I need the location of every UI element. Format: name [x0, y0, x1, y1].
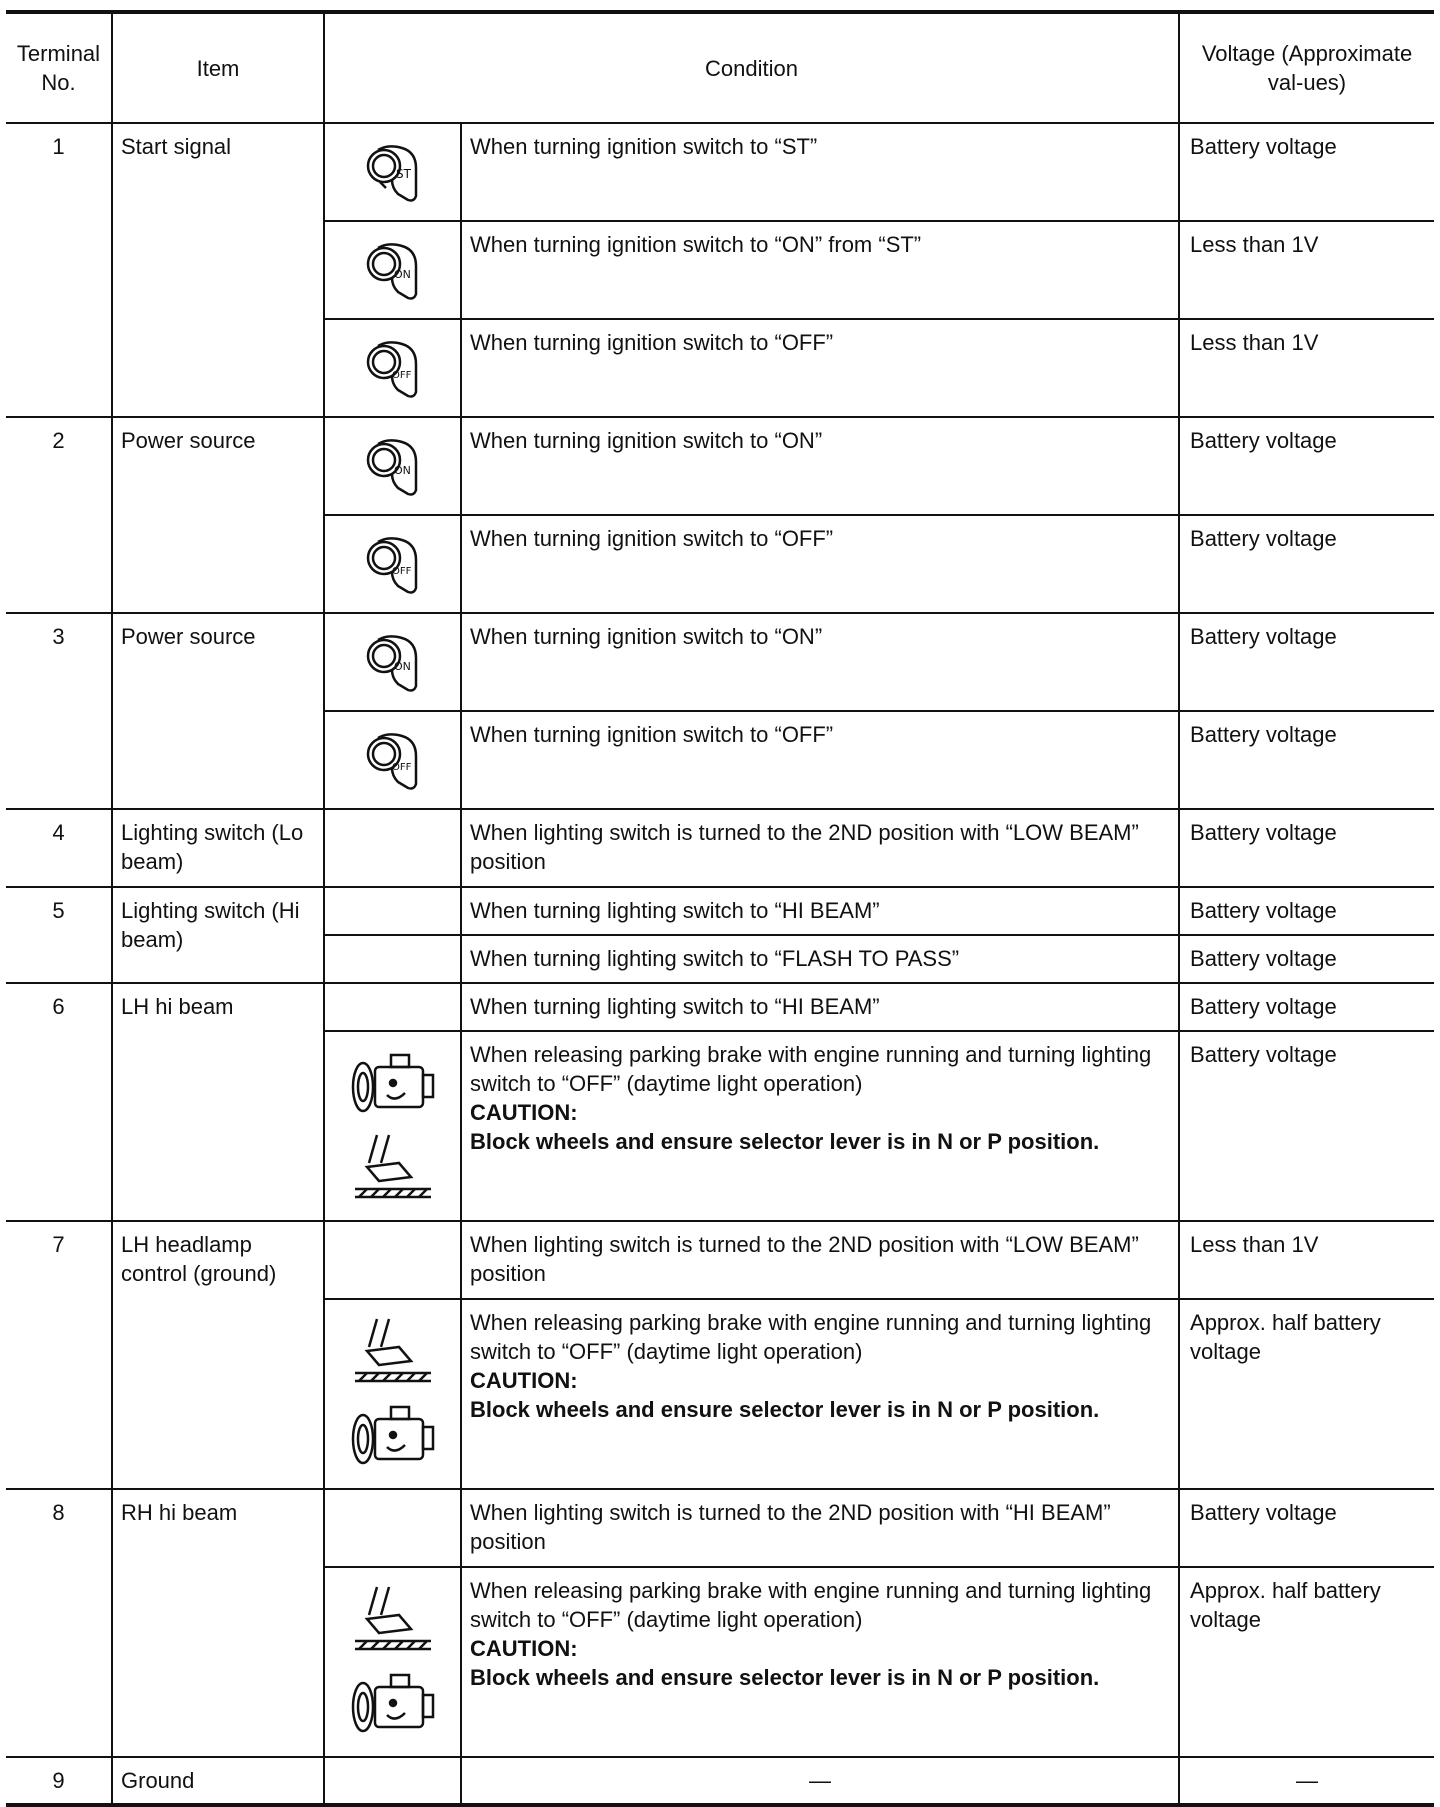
item-name: Lighting switch (Hi beam): [112, 887, 324, 983]
caution-text: Block wheels and ensure selector lever is in N or P position.: [470, 1129, 1100, 1154]
terminal-table-sheet: [6, 10, 1434, 1807]
parking-brake-pedal-icon: [347, 1585, 439, 1655]
table-row: [6, 983, 1434, 1031]
condition-text: When turning lighting switch to “HI BEAM”: [461, 983, 1179, 1031]
terminal-no: 6: [6, 983, 112, 1221]
condition-text-block: [461, 1299, 1179, 1489]
item-name: RH hi beam: [112, 1489, 324, 1757]
terminal-no: 3: [6, 613, 112, 809]
voltage-value: —: [1179, 1757, 1434, 1805]
header-item: Item: [112, 12, 324, 123]
condition-text: When turning ignition switch to “OFF”: [461, 319, 1179, 417]
empty-icon-cell: [324, 809, 461, 887]
table-row: [6, 123, 1434, 221]
voltage-value: Approx. half battery voltage: [1179, 1299, 1434, 1489]
terminal-no: 8: [6, 1489, 112, 1757]
ignition-key-on-icon: [324, 221, 461, 319]
parking-brake-pedal-icon: [347, 1317, 439, 1387]
ignition-key-on-icon: [324, 417, 461, 515]
condition-text-block: [461, 1567, 1179, 1757]
condition-text: When turning ignition switch to “ON”: [461, 613, 1179, 711]
voltage-value: Battery voltage: [1179, 983, 1434, 1031]
caution-label: CAUTION:: [470, 1636, 578, 1661]
ignition-key-off-icon: [324, 515, 461, 613]
item-name: Power source: [112, 417, 324, 613]
voltage-value: Battery voltage: [1179, 1031, 1434, 1221]
caution-text: Block wheels and ensure selector lever is in N or P position.: [470, 1397, 1100, 1422]
engine-running-icon: [347, 1669, 439, 1739]
condition-text: —: [461, 1757, 1179, 1805]
terminal-no: 1: [6, 123, 112, 417]
condition-text: When turning ignition switch to “ON”: [461, 417, 1179, 515]
table-row: [6, 1489, 1434, 1567]
table-row: [6, 417, 1434, 515]
engine-running-icon: [347, 1401, 439, 1471]
engine-running-icon: [347, 1049, 439, 1119]
voltage-value: Battery voltage: [1179, 887, 1434, 935]
header-voltage: Voltage (Approximate val-ues): [1179, 12, 1434, 123]
svg-text:ON: ON: [393, 660, 411, 673]
terminal-no: 9: [6, 1757, 112, 1805]
ignition-key-off-icon: [324, 319, 461, 417]
ignition-key-on-icon: [324, 613, 461, 711]
condition-text: When releasing parking brake with engine running and turning lighting switch to “OFF” (daytime light operation): [470, 1578, 1152, 1632]
empty-icon-cell: [324, 1757, 461, 1805]
empty-icon-cell: [324, 983, 461, 1031]
svg-text:OFF: OFF: [391, 370, 411, 381]
voltage-value: Battery voltage: [1179, 935, 1434, 983]
condition-text: When turning lighting switch to “HI BEAM”: [461, 887, 1179, 935]
svg-text:ON: ON: [393, 464, 411, 477]
empty-icon-cell: [324, 1489, 461, 1567]
condition-text: When lighting switch is turned to the 2ND position with “LOW BEAM” position: [461, 809, 1179, 887]
voltage-value: Less than 1V: [1179, 1221, 1434, 1299]
terminal-no: 4: [6, 809, 112, 887]
svg-text:ST: ST: [395, 167, 411, 181]
empty-icon-cell: [324, 887, 461, 935]
table-row: [6, 613, 1434, 711]
condition-text: When releasing parking brake with engine running and turning lighting switch to “OFF” (daytime light operation): [470, 1042, 1152, 1096]
condition-text: When lighting switch is turned to the 2ND position with “LOW BEAM” position: [461, 1221, 1179, 1299]
terminal-no: 5: [6, 887, 112, 983]
terminal-no: 7: [6, 1221, 112, 1489]
condition-text-block: [461, 1031, 1179, 1221]
header-terminal: Terminal No.: [6, 12, 112, 123]
item-name: LH headlamp control (ground): [112, 1221, 324, 1489]
item-name: Power source: [112, 613, 324, 809]
voltage-value: Battery voltage: [1179, 515, 1434, 613]
ignition-key-off-icon: [324, 711, 461, 809]
svg-text:ON: ON: [393, 268, 411, 281]
voltage-value: Battery voltage: [1179, 417, 1434, 515]
item-name: LH hi beam: [112, 983, 324, 1221]
empty-icon-cell: [324, 1221, 461, 1299]
icon-cell: [324, 1031, 461, 1221]
table-row: [6, 809, 1434, 887]
icon-cell: [324, 1299, 461, 1489]
voltage-value: Less than 1V: [1179, 221, 1434, 319]
item-name: Start signal: [112, 123, 324, 417]
condition-text: When turning ignition switch to “ST”: [461, 123, 1179, 221]
voltage-value: Battery voltage: [1179, 711, 1434, 809]
empty-icon-cell: [324, 935, 461, 983]
table-row: [6, 1757, 1434, 1805]
voltage-value: Battery voltage: [1179, 123, 1434, 221]
condition-text: When turning ignition switch to “ON” from “ST”: [461, 221, 1179, 319]
condition-text: When turning ignition switch to “OFF”: [461, 711, 1179, 809]
condition-text: When lighting switch is turned to the 2ND position with “HI BEAM” position: [461, 1489, 1179, 1567]
svg-text:OFF: OFF: [391, 566, 411, 577]
table-row: [6, 1221, 1434, 1299]
caution-text: Block wheels and ensure selector lever is in N or P position.: [470, 1665, 1100, 1690]
condition-text: When releasing parking brake with engine running and turning lighting switch to “OFF” (daytime light operation): [470, 1310, 1152, 1364]
icon-cell: [324, 1567, 461, 1757]
caution-label: CAUTION:: [470, 1100, 578, 1125]
item-name: Ground: [112, 1757, 324, 1805]
condition-text: When turning ignition switch to “OFF”: [461, 515, 1179, 613]
caution-label: CAUTION:: [470, 1368, 578, 1393]
parking-brake-pedal-icon: [347, 1133, 439, 1203]
terminal-voltage-table: [6, 10, 1434, 1807]
voltage-value: Battery voltage: [1179, 613, 1434, 711]
voltage-value: Battery voltage: [1179, 1489, 1434, 1567]
header-condition: Condition: [324, 12, 1179, 123]
header-row: [6, 12, 1434, 123]
voltage-value: Battery voltage: [1179, 809, 1434, 887]
terminal-no: 2: [6, 417, 112, 613]
voltage-value: Approx. half battery voltage: [1179, 1567, 1434, 1757]
voltage-value: Less than 1V: [1179, 319, 1434, 417]
svg-text:OFF: OFF: [391, 762, 411, 773]
table-row: [6, 887, 1434, 935]
condition-text: When turning lighting switch to “FLASH TO PASS”: [461, 935, 1179, 983]
item-name: Lighting switch (Lo beam): [112, 809, 324, 887]
ignition-key-st-icon: [324, 123, 461, 221]
